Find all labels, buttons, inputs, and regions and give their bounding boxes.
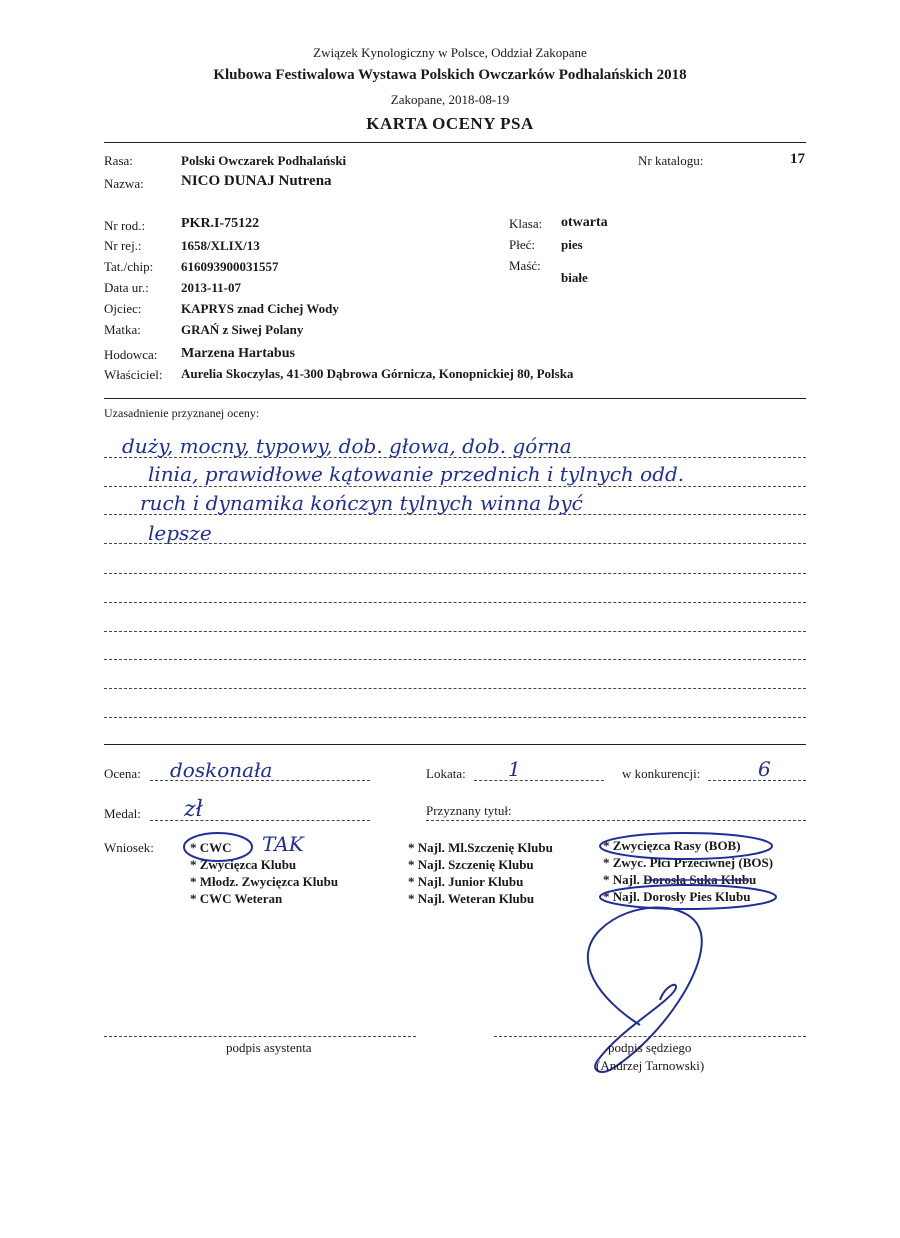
rasa-value: Polski Owczarek Podhalański: [181, 153, 347, 168]
tak-note: TAK: [262, 832, 304, 856]
lokata-label: Lokata:: [426, 766, 466, 781]
organization-name: Związek Kynologiczny w Polsce, Oddział Zakopane: [313, 45, 587, 60]
chip-value: 616093900031557: [181, 259, 279, 274]
medal-label: Medal:: [104, 806, 141, 821]
ojciec-value: KAPRYS znad Cichej Wody: [181, 301, 339, 316]
assistant-line: [104, 1036, 416, 1037]
ocena-label: Ocena:: [104, 766, 141, 781]
konkurencja-value: 6: [758, 757, 771, 781]
handwritten-line-3: ruch i dynamika kończyn tylnych winna być: [140, 491, 583, 515]
hodowca-label: Hodowca:: [104, 347, 158, 362]
medal-value: zł: [184, 797, 203, 822]
rasa-label: Rasa:: [104, 153, 133, 168]
nazwa-value: NICO DUNAJ Nutrena: [181, 173, 332, 189]
hodowca-value: Marzena Hartabus: [181, 346, 295, 361]
wlasciciel-value: Aurelia Skoczylas, 41-300 Dąbrowa Górnicza, Konopnickiej 80, Polska: [181, 366, 574, 381]
data-ur-value: 2013-11-07: [181, 280, 241, 295]
event-title: Klubowa Festiwalowa Wystawa Polskich Owczarków Podhalańskich 2018: [213, 67, 687, 83]
option-bos: * Zwyc. Płci Przeciwnej (BOS): [603, 855, 774, 870]
tytul-label: Przyznany tytuł:: [426, 803, 512, 818]
option-najl-weteran: * Najl. Weteran Klubu: [408, 891, 535, 906]
lokata-value: 1: [508, 757, 521, 781]
matka-value: GRAŃ z Siwej Polany: [181, 322, 304, 337]
klasa-label: Klasa:: [509, 216, 543, 231]
option-najl-dorosly-pies: * Najl. Dorosły Pies Klubu: [603, 889, 751, 904]
ocena-value: doskonała: [170, 758, 273, 782]
assistant-signature-label: podpis asystenta: [226, 1040, 312, 1055]
data-ur-label: Data ur.:: [104, 280, 149, 295]
place-date: Zakopane, 2018-08-19: [390, 92, 510, 107]
option-bob: * Zwycięzca Rasy (BOB): [603, 838, 741, 853]
judge-name: (Andrzej Tarnowski): [596, 1058, 705, 1073]
option-mlodz-zwyciezca: * Młodz. Zwycięzca Klubu: [190, 874, 339, 889]
nr-rod-value: PKR.I-75122: [181, 216, 260, 231]
option-najl-junior: * Najl. Junior Klubu: [408, 874, 524, 889]
circle-najl-dorosly-pies: [600, 885, 776, 909]
masc-value: białe: [561, 270, 588, 285]
option-najl-szczenie: * Najl. Szczenię Klubu: [408, 857, 534, 872]
wlasciciel-label: Właściciel:: [104, 367, 163, 382]
option-cwc: * CWC: [190, 840, 232, 855]
justification-label: Uzasadnienie przyznanej oceny:: [104, 406, 260, 420]
nr-rej-value: 1658/XLIX/13: [181, 238, 260, 253]
nr-rej-label: Nr rej.:: [104, 238, 142, 253]
masc-label: Maść:: [509, 258, 541, 273]
handwritten-line-4: lepsze: [148, 521, 212, 545]
chip-label: Tat./chip:: [104, 259, 154, 274]
klasa-value: otwarta: [561, 215, 608, 230]
option-najl-dorosla-suka: * Najl. Dorosła Suka Klubu: [603, 872, 757, 887]
nr-katalogu-value: 17: [790, 151, 805, 167]
handwritten-line-2: linia, prawidłowe kątowanie przednich i tylnych odd.: [148, 462, 685, 486]
circle-cwc: [184, 833, 252, 861]
option-najl-ml-szczenie: * Najl. Ml.Szczenię Klubu: [408, 840, 553, 855]
wniosek-label: Wniosek:: [104, 840, 154, 855]
plec-value: pies: [561, 237, 583, 252]
judge-signature-label: podpis sędziego: [608, 1040, 692, 1055]
handwritten-line-1: duży, mocny, typowy, dob. głowa, dob. górna: [122, 434, 572, 458]
page-title: KARTA OCENY PSA: [366, 114, 534, 133]
option-cwc-weteran: * CWC Weteran: [190, 891, 283, 906]
ojciec-label: Ojciec:: [104, 301, 142, 316]
nr-rod-label: Nr rod.:: [104, 218, 146, 233]
judge-line: [494, 1036, 806, 1037]
matka-label: Matka:: [104, 322, 141, 337]
konkurencja-label: w konkurencji:: [622, 766, 701, 781]
plec-label: Płeć:: [509, 237, 535, 252]
nazwa-label: Nazwa:: [104, 176, 144, 191]
nr-katalogu-label: Nr katalogu:: [638, 153, 704, 168]
option-zwyciezca-klubu: * Zwycięzca Klubu: [190, 857, 297, 872]
circle-bob: [600, 833, 772, 859]
